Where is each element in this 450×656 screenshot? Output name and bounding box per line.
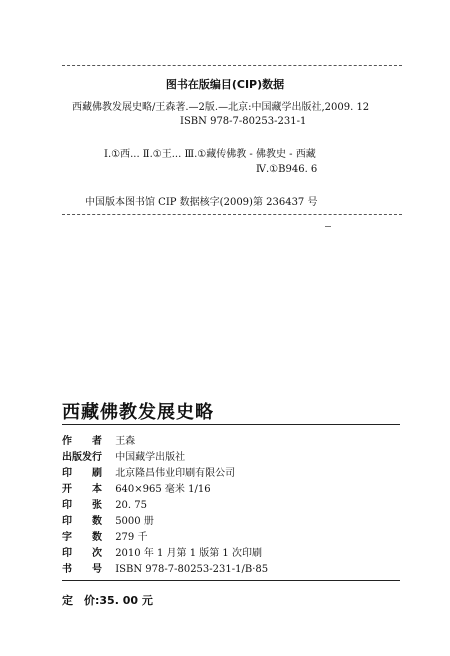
info-value: ISBN 978-7-80253-231-1/B·85 xyxy=(115,564,269,575)
info-row xyxy=(62,432,135,447)
book-title: 西藏佛教发展史略 xyxy=(62,402,214,423)
info-value: 王森 xyxy=(115,436,136,447)
info-row xyxy=(62,544,262,559)
bottom-dotted-rule xyxy=(62,214,402,215)
info-label: 印 次 xyxy=(62,548,102,559)
top-dotted-rule xyxy=(62,65,402,66)
price: 定 价:35. 00 元 xyxy=(62,594,153,607)
info-value: 5000 册 xyxy=(115,516,154,527)
info-label: 印 张 xyxy=(62,500,102,511)
info-row xyxy=(62,512,154,527)
info-label: 出版发行 xyxy=(62,452,102,463)
info-row xyxy=(62,560,268,575)
price-rule xyxy=(62,580,400,581)
info-row xyxy=(62,464,235,479)
info-label: 开 本 xyxy=(62,484,102,495)
info-row xyxy=(62,496,147,511)
info-value: 279 千 xyxy=(115,532,148,543)
cip-classification-line: Ⅰ.①西... Ⅱ.①王... Ⅲ.①藏传佛教 - 佛教史 - 西藏 xyxy=(104,149,316,160)
info-value: 北京隆昌伟业印刷有限公司 xyxy=(115,468,236,479)
title-rule xyxy=(62,424,400,425)
print-mark xyxy=(325,226,331,227)
info-value: 中国藏学出版社 xyxy=(115,452,186,463)
info-label: 字 数 xyxy=(62,532,102,543)
info-row xyxy=(62,480,211,495)
info-value: 20. 75 xyxy=(115,500,147,511)
cip-record-number: 中国版本图书馆 CIP 数据核字(2009)第 236437 号 xyxy=(85,197,318,208)
info-label: 书 号 xyxy=(62,564,102,575)
info-row xyxy=(62,528,147,543)
cip-description-line: 西藏佛教发展史略/王森著.—2版.—北京:中国藏学出版社,2009. 12 xyxy=(72,102,370,113)
info-label: 印 数 xyxy=(62,516,102,527)
info-value: 2010 年 1 月第 1 版第 1 次印刷 xyxy=(115,548,262,559)
info-row xyxy=(62,448,185,463)
info-label: 印 刷 xyxy=(62,468,102,479)
cip-isbn-line: ISBN 978-7-80253-231-1 xyxy=(180,116,307,127)
info-value: 640×965 毫米 1/16 xyxy=(115,484,211,495)
cip-title: 图书在版编目(CIP)数据 xyxy=(165,78,285,91)
info-label: 作 者 xyxy=(62,436,102,447)
cip-classification-line-2: Ⅳ.①B946. 6 xyxy=(256,164,318,175)
